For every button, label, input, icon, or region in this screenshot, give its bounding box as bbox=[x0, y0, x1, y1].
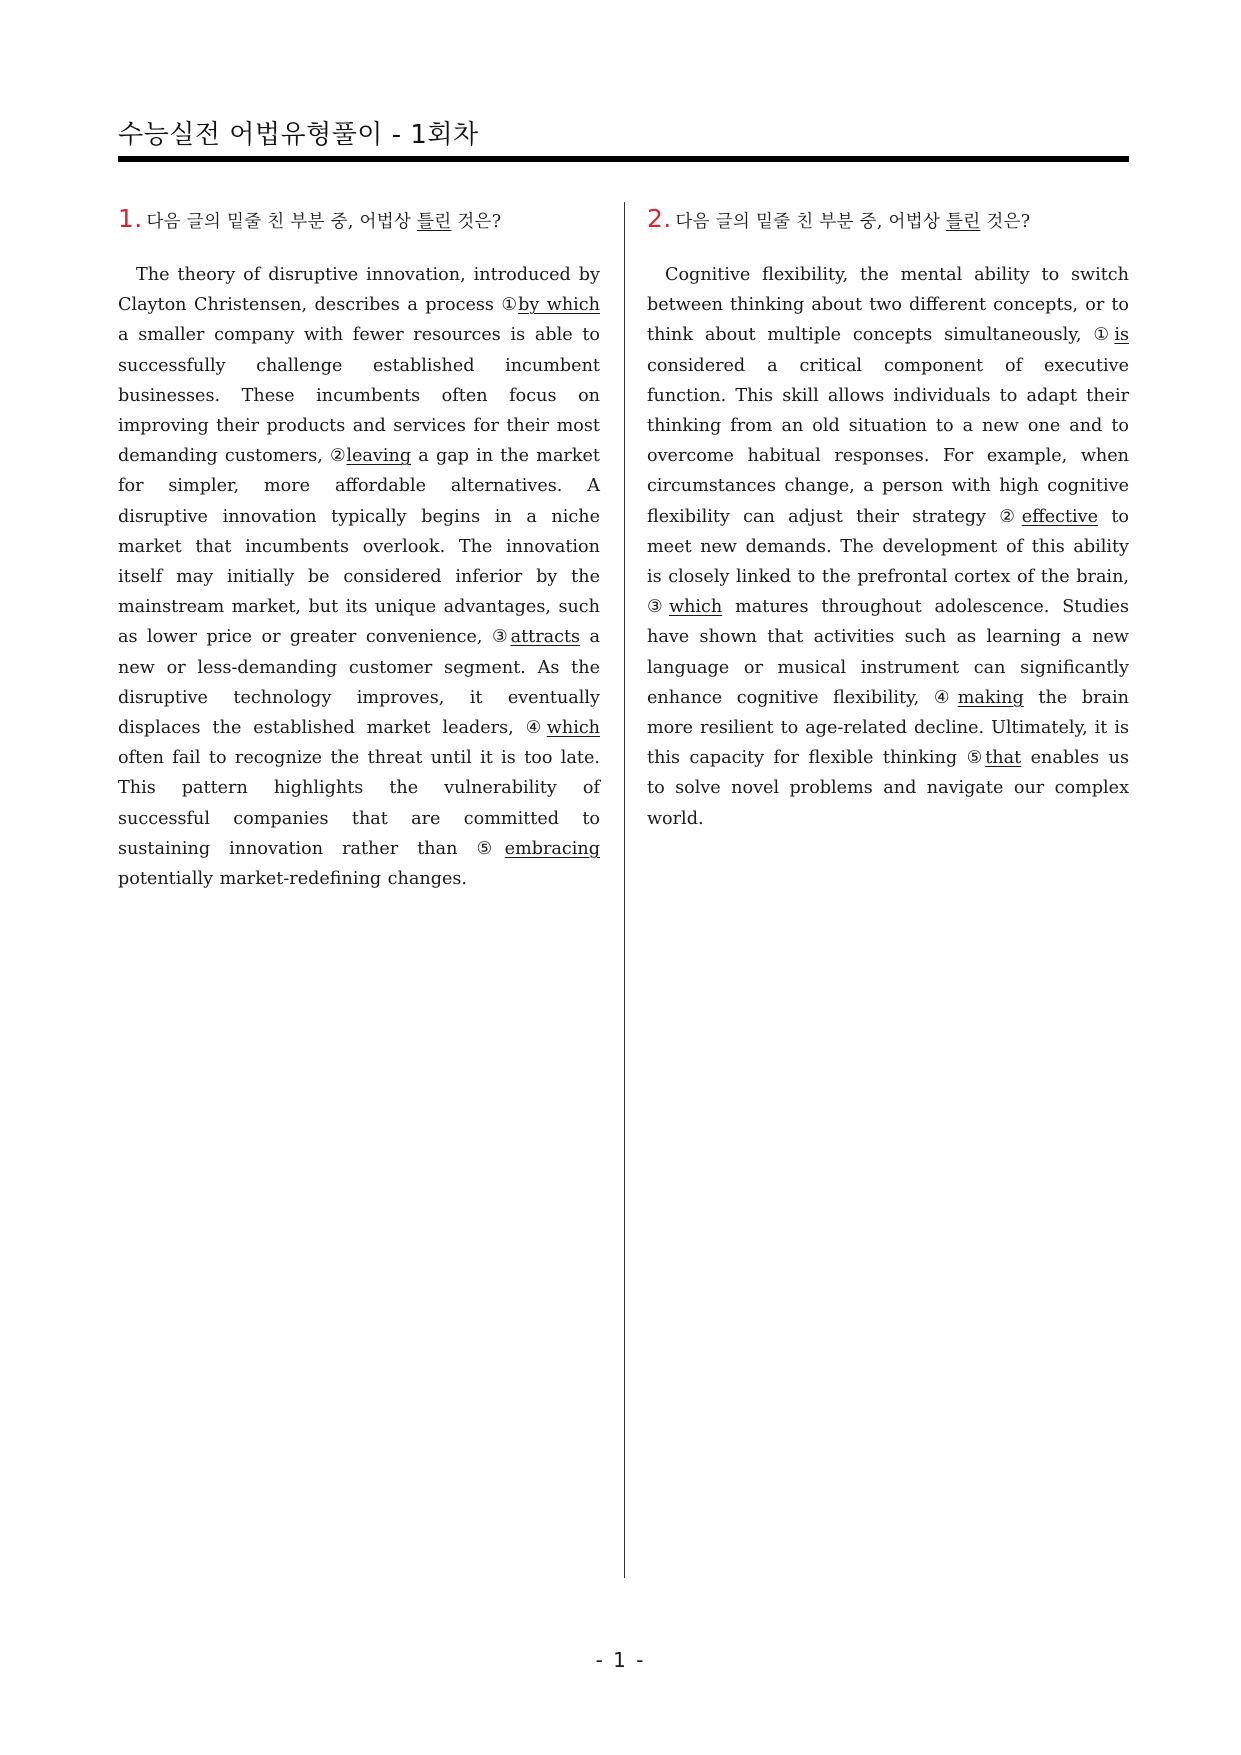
question-1-prompt-underlined: 틀린 bbox=[417, 212, 452, 232]
choice-marker-4: ④ bbox=[933, 687, 958, 708]
passage-text: The theory of disruptive innovation, introduced by Clayton Christensen, describes a process bbox=[118, 265, 600, 316]
underlined-choice-1: by which bbox=[518, 295, 600, 316]
column-divider bbox=[624, 202, 625, 1578]
question-2-prompt-underlined: 틀린 bbox=[946, 212, 981, 232]
question-2-passage bbox=[647, 260, 1129, 834]
question-2-number: 2. bbox=[647, 204, 672, 233]
passage-text: a gap in the market for simpler, more affordable alternatives. A disruptive innovation typically begins in a niche market that incumbents overlook. The innovation itself may initially be considered inferior by the mainstream market, but its unique advantages, such as lower price or greater convenience, bbox=[118, 446, 600, 648]
passage-text: enables us to solve novel problems and navigate our complex world. bbox=[647, 748, 1130, 829]
choice-marker-5: ⑤ bbox=[966, 748, 986, 769]
passage-text: often fail to recognize the threat until it is too late. This pattern highlights the vulnerability of successful companies that are committed to sustaining innovation rather than bbox=[118, 748, 600, 859]
choice-marker-5: ⑤ bbox=[476, 838, 505, 859]
passage-text: the brain more resilient to age-related decline. Ultimately, it is this capacity for flexible thinking bbox=[647, 687, 1129, 769]
underlined-choice-2: leaving bbox=[346, 446, 412, 467]
question-1-prompt-end: 것은? bbox=[451, 212, 502, 232]
passage-text: a smaller company with fewer resources is able to successfully challenge established incumbent businesses. These incumbents often focus on improving their products and services for their most demanding customers, bbox=[118, 325, 600, 467]
passage-text: matures throughout adolescence. Studies have shown that activities such as learning a new language or musical instrument can significantly enhance cognitive flexibility, bbox=[647, 597, 1129, 708]
question-2-prompt-end: 것은? bbox=[980, 212, 1031, 232]
question-1 bbox=[118, 204, 600, 912]
underlined-choice-3: attracts bbox=[510, 627, 581, 648]
question-1-prompt-start: 다음 글의 밑줄 친 부분 중, 어법상 bbox=[146, 212, 418, 232]
underlined-choice-1: is bbox=[1114, 325, 1129, 346]
choice-marker-1: ① bbox=[501, 295, 519, 316]
underlined-choice-5: that bbox=[985, 748, 1022, 769]
passage-text: Cognitive flexibility, the mental ability to switch between thinking about two different concepts, or to think about multiple concepts simultaneously, bbox=[647, 265, 1129, 346]
question-2 bbox=[647, 204, 1129, 851]
choice-marker-1: ① bbox=[1093, 325, 1115, 346]
underlined-choice-4: which bbox=[546, 718, 600, 739]
passage-text: potentially market-redefining changes. bbox=[118, 869, 467, 890]
question-1-header bbox=[118, 204, 600, 244]
underlined-choice-2: effective bbox=[1021, 506, 1099, 527]
underlined-choice-5: embracing bbox=[504, 838, 600, 859]
passage-text: a new or less-demanding customer segment. As the disruptive technology improves, it eventually displaces the established market leaders, bbox=[118, 627, 600, 739]
choice-marker-2: ② bbox=[330, 446, 347, 467]
question-1-prompt bbox=[146, 208, 501, 233]
passage-text: to meet new demands. The development of this ability is closely linked to the prefrontal cortex of the brain, bbox=[647, 506, 1129, 588]
question-1-passage bbox=[118, 260, 600, 894]
page-number: - 1 - bbox=[595, 1648, 646, 1672]
question-2-prompt-start: 다음 글의 밑줄 친 부분 중, 어법상 bbox=[675, 212, 947, 232]
choice-marker-3: ③ bbox=[647, 597, 670, 618]
question-2-header bbox=[647, 204, 1129, 244]
choice-marker-2: ② bbox=[999, 506, 1022, 527]
underlined-choice-3: which bbox=[669, 597, 723, 618]
question-2-prompt bbox=[675, 208, 1030, 233]
title-rule bbox=[118, 156, 1129, 162]
passage-text: considered a critical component of executive function. This skill allows individuals to adapt their thinking from an old situation to a new one and to overcome habitual responses. For example, when circumstances change, a person with high cognitive flexibility can adjust their strategy bbox=[647, 355, 1129, 527]
underlined-choice-4: making bbox=[957, 687, 1024, 708]
page-title: 수능실전 어법유형풀이 - 1회차 bbox=[118, 120, 479, 150]
question-1-number: 1. bbox=[118, 204, 143, 233]
choice-marker-4: ④ bbox=[525, 718, 547, 739]
choice-marker-3: ③ bbox=[491, 627, 511, 648]
